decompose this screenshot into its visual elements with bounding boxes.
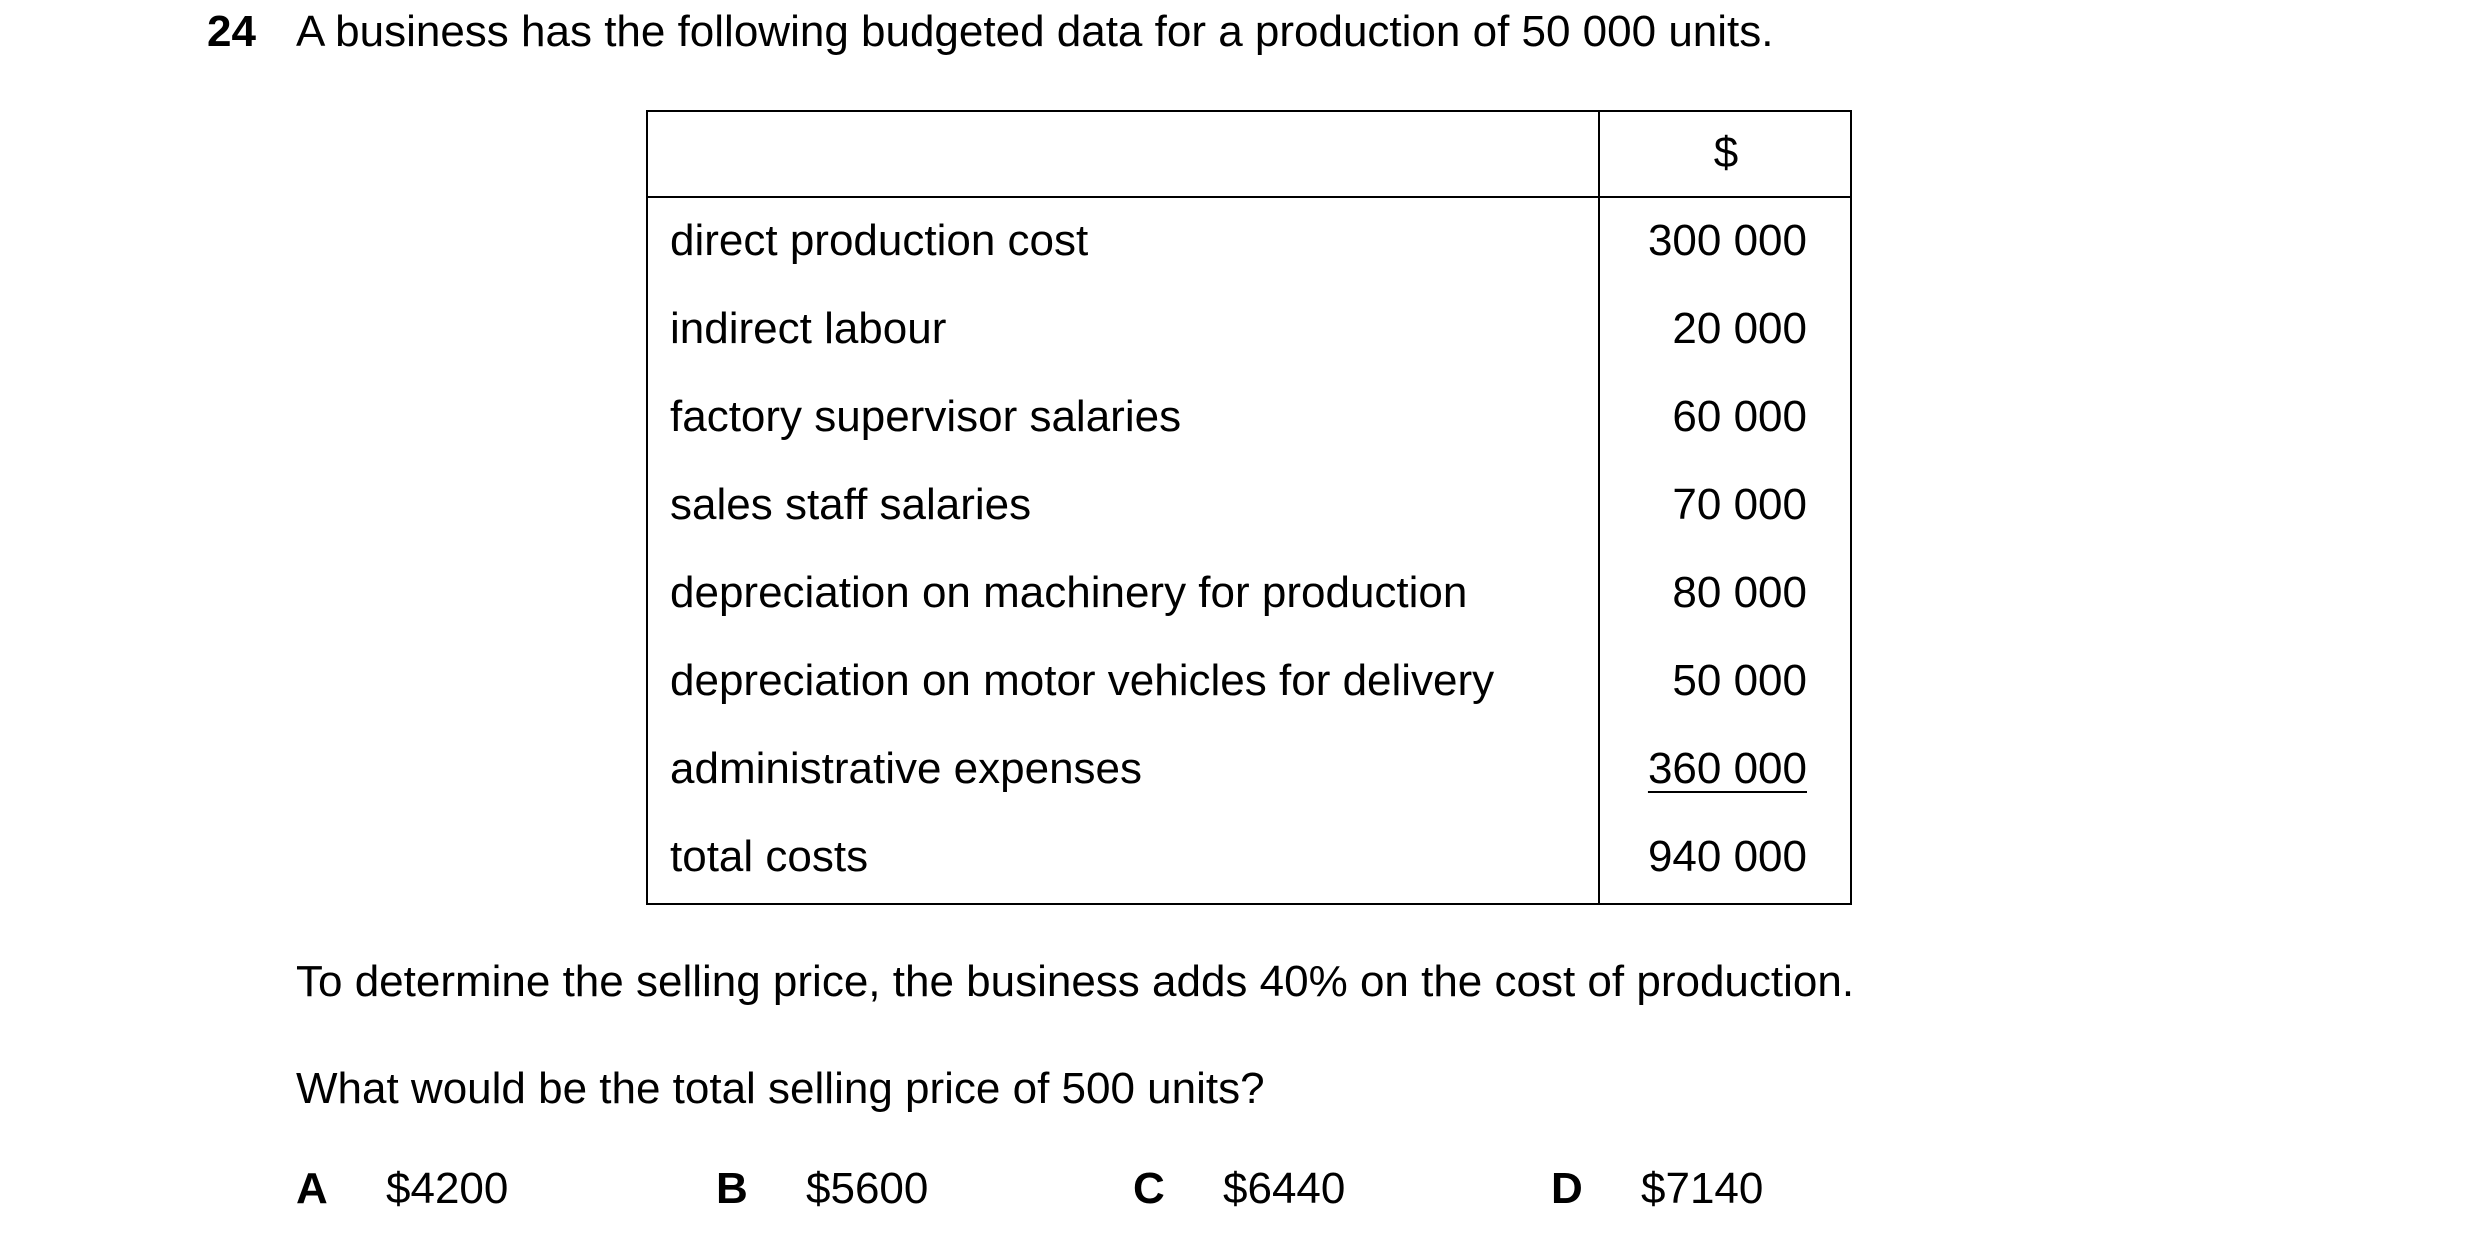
table-row <box>648 726 1850 814</box>
row-value: 360 000 <box>1647 744 1807 793</box>
option-letter: A <box>296 1164 328 1213</box>
row-label: total costs <box>670 832 869 881</box>
question-number: 24 <box>207 7 256 56</box>
table-row <box>648 550 1850 638</box>
row-label: indirect labour <box>670 304 947 353</box>
markup-statement: To determine the selling price, the business adds 40% on the cost of production. <box>296 957 1855 1006</box>
question-prompt: What would be the total selling price of 500 units? <box>296 1064 1265 1113</box>
table-row <box>648 374 1850 462</box>
cost-table <box>646 110 1852 905</box>
row-value: 70 000 <box>1672 480 1807 529</box>
row-label: administrative expenses <box>670 744 1143 793</box>
row-label: direct production cost <box>670 216 1089 265</box>
row-value: 60 000 <box>1672 392 1807 441</box>
table-row <box>648 286 1850 374</box>
currency-header: $ <box>1713 128 1739 177</box>
row-value: 940 000 <box>1647 832 1807 881</box>
option-value: $5600 <box>806 1164 929 1213</box>
row-label: depreciation on machinery for production <box>670 568 1468 617</box>
row-label: factory supervisor salaries <box>670 392 1182 441</box>
table-row <box>648 198 1850 286</box>
row-label: sales staff salaries <box>670 480 1032 529</box>
table-row-total <box>648 814 1850 902</box>
row-label: depreciation on motor vehicles for delivery <box>670 656 1495 705</box>
question-stem: A business has the following budgeted data for a production of 50 000 units. <box>296 7 1774 56</box>
option-letter: D <box>1551 1164 1583 1213</box>
option-value: $6440 <box>1223 1164 1346 1213</box>
table-row <box>648 462 1850 550</box>
option-value: $7140 <box>1641 1164 1764 1213</box>
table-row <box>648 638 1850 726</box>
row-value: 50 000 <box>1672 656 1807 705</box>
option-letter: C <box>1133 1164 1165 1213</box>
row-value: 80 000 <box>1672 568 1807 617</box>
row-value: 300 000 <box>1647 216 1807 265</box>
row-value: 20 000 <box>1672 304 1807 353</box>
option-letter: B <box>716 1164 748 1213</box>
option-value: $4200 <box>386 1164 509 1213</box>
